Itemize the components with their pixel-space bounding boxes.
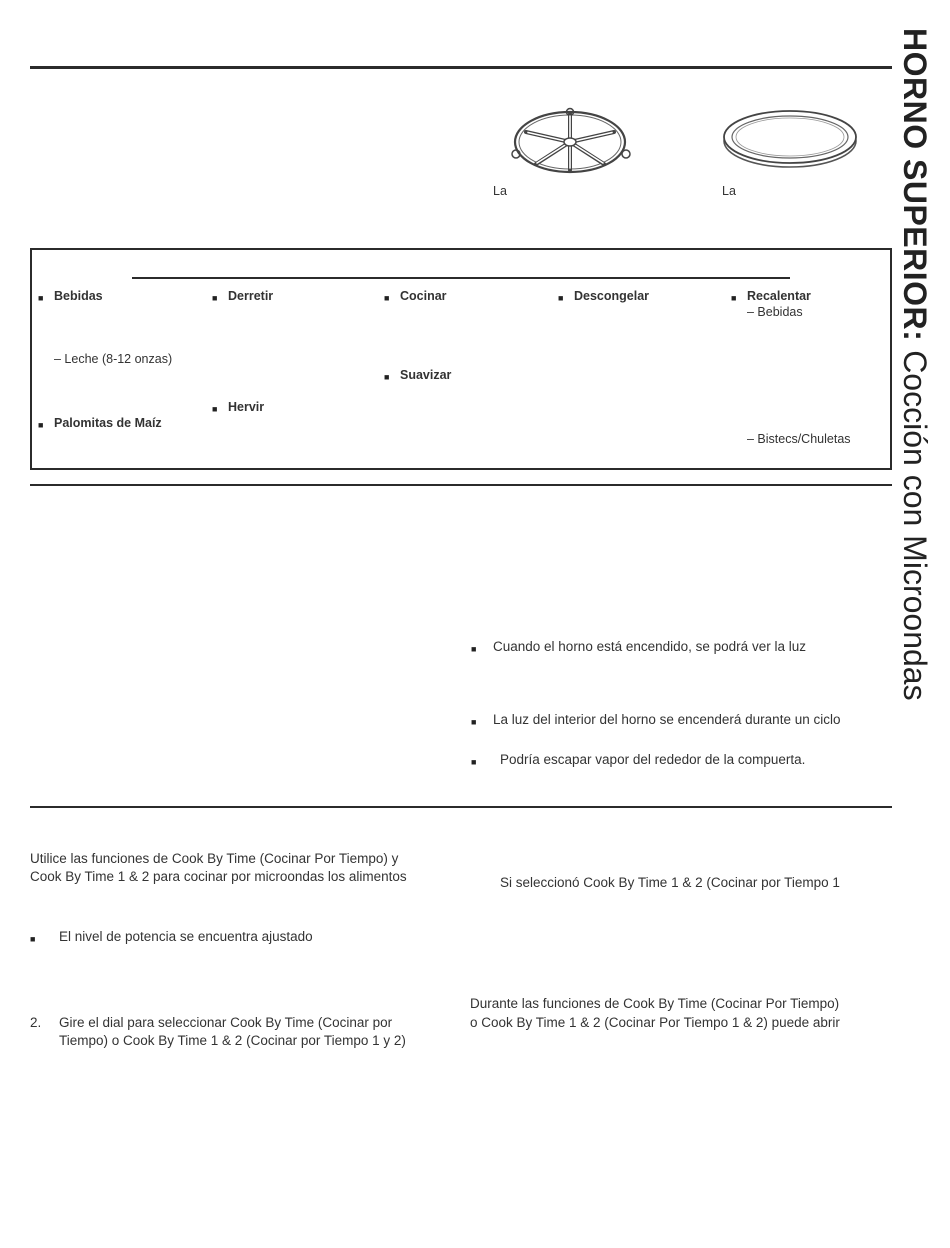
side-title-bold: HORNO SUPERIOR:	[897, 28, 933, 342]
bullet-icon: ■	[212, 404, 218, 414]
bullet-icon: ■	[38, 293, 44, 303]
bebidas-leche: – Leche (8-12 onzas)	[54, 352, 173, 366]
tray-caption: La	[722, 184, 736, 198]
intro-text: Cook By Time 1 & 2 para cocinar por microondas los alimentos	[30, 869, 407, 884]
bullet-icon: ■	[558, 293, 564, 303]
category-descongelar: Descongelar	[574, 289, 650, 303]
category-cocinar: Cocinar	[400, 289, 447, 303]
glass-tray-icon	[722, 108, 858, 170]
side-title	[893, 28, 949, 748]
wire-rack-icon	[506, 104, 634, 180]
category-palomitas: Palomitas de Maíz	[54, 416, 162, 430]
side-title-text	[895, 28, 935, 701]
section-rule	[30, 484, 892, 486]
rack-caption: La	[493, 184, 507, 198]
bullet-icon: ■	[471, 644, 477, 654]
bullet-icon: ■	[471, 717, 477, 727]
bullet-icon: ■	[471, 757, 477, 767]
recalentar-bistecs: – Bistecs/Chuletas	[747, 432, 851, 446]
bullet-icon: ■	[212, 293, 218, 303]
step-text: Gire el dial para seleccionar Cook By Time (Cocinar por	[59, 1015, 393, 1030]
during-text: o Cook By Time 1 & 2 (Cocinar Por Tiempo 1 & 2) puede abrir	[470, 1015, 840, 1030]
recalentar-bebidas: – Bebidas	[747, 305, 803, 319]
step-number: 2.	[30, 1015, 42, 1030]
cook-categories-box	[30, 248, 892, 470]
note-item: Podría escapar vapor del rededor de la compuerta.	[500, 752, 806, 767]
box-header-rule	[132, 277, 790, 279]
bullet-icon: ■	[38, 420, 44, 430]
during-text: Durante las funciones de Cook By Time (Cocinar Por Tiempo)	[470, 996, 840, 1011]
bullet-icon: ■	[384, 293, 390, 303]
top-rule	[30, 66, 892, 69]
category-recalentar: Recalentar	[747, 289, 811, 303]
category-derretir: Derretir	[228, 289, 274, 303]
note-item: La luz del interior del horno se encenderá durante un ciclo	[493, 712, 841, 727]
power-note: El nivel de potencia se encuentra ajustado	[59, 929, 313, 944]
bullet-icon: ■	[30, 934, 36, 944]
bullet-icon: ■	[731, 293, 737, 303]
category-hervir: Hervir	[228, 400, 265, 414]
bullet-icon: ■	[384, 372, 390, 382]
category-suavizar: Suavizar	[400, 368, 452, 382]
note-item: Cuando el horno está encendido, se podrá ver la luz	[493, 639, 806, 654]
section-rule	[30, 806, 892, 808]
step-text: Tiempo) o Cook By Time 1 & 2 (Cocinar por Tiempo 1 y 2)	[59, 1033, 406, 1048]
category-bebidas: Bebidas	[54, 289, 103, 303]
selection-note: Si seleccionó Cook By Time 1 & 2 (Cocinar por Tiempo 1	[500, 875, 840, 890]
side-title-light: Cocción con Microondas	[897, 341, 933, 701]
intro-text: Utilice las funciones de Cook By Time (Cocinar Por Tiempo) y	[30, 851, 399, 866]
